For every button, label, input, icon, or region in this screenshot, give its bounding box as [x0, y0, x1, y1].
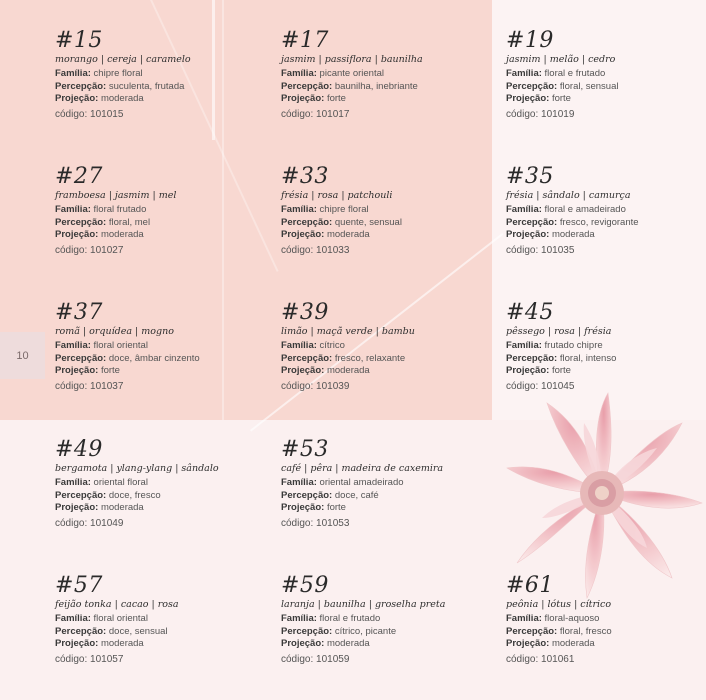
page-number: 10 [0, 332, 45, 379]
product-number: #35 [506, 164, 554, 189]
familia-label: Família: [55, 204, 91, 215]
percepcao-row [55, 81, 255, 94]
projecao-value: moderada [551, 638, 595, 649]
percepcao-label: Percepção: [281, 80, 333, 92]
product-number: #57 [55, 573, 103, 598]
percepcao-row [506, 217, 706, 230]
familia-label: Família: [281, 68, 317, 79]
projecao-row [55, 502, 255, 515]
product-card [55, 28, 255, 122]
projecao-label: Projeção: [506, 229, 550, 240]
percepcao-row [55, 217, 255, 230]
product-card [55, 300, 255, 394]
familia-label: Família: [506, 204, 542, 215]
familia-value: floral frutado [93, 204, 147, 215]
familia-label: Família: [506, 68, 542, 79]
projecao-value: moderada [326, 638, 370, 649]
product-code: código: 101019 [506, 108, 575, 120]
familia-row [281, 68, 481, 81]
percepcao-label: Percepção: [55, 352, 107, 364]
product-code: código: 101027 [55, 244, 124, 256]
product-number: #27 [55, 164, 103, 189]
percepcao-value: fresco, revigorante [559, 216, 639, 228]
percepcao-row [506, 353, 706, 366]
percepcao-label: Percepção: [506, 216, 558, 228]
product-notes: jasmim | melão | cedro [506, 54, 616, 65]
product-code: código: 101049 [55, 517, 124, 529]
percepcao-value: floral, fresco [559, 625, 612, 637]
product-notes: café | pêra | madeira de caxemira [281, 463, 444, 474]
projecao-row [55, 93, 255, 106]
product-notes: frésia | sândalo | camurça [506, 190, 631, 201]
percepcao-row [281, 217, 481, 230]
product-code: código: 101057 [55, 653, 124, 665]
projecao-row [506, 93, 706, 106]
percepcao-value: doce, sensual [108, 625, 168, 637]
projecao-value: moderada [326, 229, 370, 240]
familia-value: oriental amadeirado [319, 477, 404, 488]
product-notes: limão | maçã verde | bambu [281, 326, 415, 337]
familia-row [281, 613, 481, 626]
familia-value: floral e frutado [544, 68, 606, 79]
percepcao-label: Percepção: [506, 80, 558, 92]
familia-value: chipre floral [319, 204, 369, 215]
percepcao-value: doce, âmbar cinzento [108, 352, 200, 364]
product-card [281, 28, 481, 122]
product-card [281, 573, 481, 667]
familia-row [506, 204, 706, 217]
percepcao-value: baunilha, inebriante [334, 80, 418, 92]
familia-row [55, 613, 255, 626]
product-notes: feijão tonka | cacao | rosa [55, 599, 179, 610]
projecao-value: forte [326, 502, 346, 513]
product-number: #33 [281, 164, 329, 189]
percepcao-label: Percepção: [55, 625, 107, 637]
projecao-label: Projeção: [281, 502, 325, 513]
familia-label: Família: [506, 613, 542, 624]
projecao-label: Projeção: [281, 365, 325, 376]
projecao-label: Projeção: [55, 229, 99, 240]
product-number: #45 [506, 300, 554, 325]
percepcao-row [55, 490, 255, 503]
projecao-value: moderada [100, 93, 144, 104]
familia-label: Família: [506, 340, 542, 351]
product-card [506, 28, 706, 122]
percepcao-row [281, 490, 481, 503]
product-code: código: 101037 [55, 380, 124, 392]
projecao-row [55, 638, 255, 651]
familia-label: Família: [281, 340, 317, 351]
product-number: #37 [55, 300, 103, 325]
projecao-row [506, 638, 706, 651]
familia-value: cítrico [319, 340, 345, 351]
projecao-value: moderada [100, 638, 144, 649]
projecao-label: Projeção: [506, 638, 550, 649]
projecao-row [281, 638, 481, 651]
familia-label: Família: [55, 477, 91, 488]
product-card [281, 300, 481, 394]
percepcao-label: Percepção: [281, 489, 333, 501]
percepcao-label: Percepção: [506, 352, 558, 364]
product-code: código: 101045 [506, 380, 575, 392]
familia-value: floral oriental [93, 340, 148, 351]
familia-row [506, 613, 706, 626]
familia-value: floral e frutado [319, 613, 381, 624]
familia-row [506, 340, 706, 353]
projecao-row [506, 365, 706, 378]
projecao-row [55, 365, 255, 378]
percepcao-label: Percepção: [55, 216, 107, 228]
projecao-label: Projeção: [281, 93, 325, 104]
product-notes: pêssego | rosa | frésia [506, 326, 612, 337]
product-number: #59 [281, 573, 329, 598]
percepcao-row [281, 81, 481, 94]
percepcao-row [55, 353, 255, 366]
product-number: #15 [55, 28, 103, 53]
product-notes: morango | cereja | caramelo [55, 54, 191, 65]
familia-row [506, 68, 706, 81]
percepcao-value: doce, café [334, 489, 379, 501]
familia-label: Família: [55, 68, 91, 79]
projecao-label: Projeção: [55, 502, 99, 513]
percepcao-label: Percepção: [281, 216, 333, 228]
familia-row [55, 68, 255, 81]
projecao-label: Projeção: [506, 365, 550, 376]
familia-row [55, 340, 255, 353]
percepcao-label: Percepção: [55, 489, 107, 501]
projecao-value: forte [551, 93, 571, 104]
familia-value: floral oriental [93, 613, 148, 624]
familia-label: Família: [281, 204, 317, 215]
product-code: código: 101039 [281, 380, 350, 392]
familia-value: chipre floral [93, 68, 143, 79]
percepcao-row [55, 626, 255, 639]
projecao-label: Projeção: [55, 93, 99, 104]
product-number: #39 [281, 300, 329, 325]
percepcao-value: fresco, relaxante [334, 352, 406, 364]
percepcao-value: floral, mel [108, 216, 151, 228]
familia-label: Família: [55, 340, 91, 351]
familia-label: Família: [281, 613, 317, 624]
projecao-value: forte [100, 365, 120, 376]
product-notes: bergamota | ylang-ylang | sândalo [55, 463, 219, 474]
projecao-label: Projeção: [506, 93, 550, 104]
familia-row [281, 204, 481, 217]
product-code: código: 101017 [281, 108, 350, 120]
projecao-row [281, 229, 481, 242]
percepcao-label: Percepção: [506, 625, 558, 637]
product-card [281, 164, 481, 258]
projecao-row [281, 93, 481, 106]
projecao-value: moderada [100, 229, 144, 240]
familia-row [281, 477, 481, 490]
projecao-label: Projeção: [55, 638, 99, 649]
product-code: código: 101059 [281, 653, 350, 665]
product-number: #53 [281, 437, 329, 462]
projecao-row [506, 229, 706, 242]
percepcao-value: quente, sensual [334, 216, 402, 228]
percepcao-value: doce, fresco [108, 489, 161, 501]
product-card [55, 573, 255, 667]
product-card [55, 437, 255, 531]
percepcao-row [506, 626, 706, 639]
product-number: #49 [55, 437, 103, 462]
familia-row [281, 340, 481, 353]
percepcao-value: cítrico, picante [334, 625, 397, 637]
product-card [506, 300, 706, 394]
familia-label: Família: [55, 613, 91, 624]
familia-value: oriental floral [93, 477, 148, 488]
familia-value: frutado chipre [544, 340, 603, 351]
percepcao-label: Percepção: [281, 352, 333, 364]
projecao-label: Projeção: [55, 365, 99, 376]
projecao-label: Projeção: [281, 229, 325, 240]
projecao-row [281, 502, 481, 515]
percepcao-row [281, 626, 481, 639]
familia-row [55, 204, 255, 217]
percepcao-label: Percepção: [55, 80, 107, 92]
product-code: código: 101053 [281, 517, 350, 529]
product-number: #61 [506, 573, 554, 598]
product-card [506, 573, 706, 667]
projecao-label: Projeção: [281, 638, 325, 649]
projecao-value: forte [551, 365, 571, 376]
percepcao-value: floral, intenso [559, 352, 617, 364]
percepcao-row [281, 353, 481, 366]
familia-value: picante oriental [319, 68, 384, 79]
projecao-value: forte [326, 93, 346, 104]
percepcao-value: floral, sensual [559, 80, 619, 92]
product-notes: peônia | lótus | cítrico [506, 599, 612, 610]
projecao-value: moderada [100, 502, 144, 513]
product-code: código: 101035 [506, 244, 575, 256]
product-number: #17 [281, 28, 329, 53]
product-card [281, 437, 481, 531]
projecao-value: moderada [326, 365, 370, 376]
familia-row [55, 477, 255, 490]
product-number: #19 [506, 28, 554, 53]
familia-label: Família: [281, 477, 317, 488]
product-notes: romã | orquídea | mogno [55, 326, 174, 337]
familia-value: floral e amadeirado [544, 204, 626, 215]
percepcao-label: Percepção: [281, 625, 333, 637]
familia-value: floral-aquoso [544, 613, 600, 624]
product-code: código: 101015 [55, 108, 124, 120]
projecao-value: moderada [551, 229, 595, 240]
product-card [55, 164, 255, 258]
product-code: código: 101061 [506, 653, 575, 665]
projecao-row [55, 229, 255, 242]
product-notes: laranja | baunilha | groselha preta [281, 599, 446, 610]
percepcao-row [506, 81, 706, 94]
product-card [506, 164, 706, 258]
product-notes: framboesa | jasmim | mel [55, 190, 177, 201]
product-notes: jasmim | passiflora | baunilha [281, 54, 423, 65]
percepcao-value: suculenta, frutada [108, 80, 185, 92]
product-code: código: 101033 [281, 244, 350, 256]
product-notes: frésia | rosa | patchouli [281, 190, 393, 201]
projecao-row [281, 365, 481, 378]
